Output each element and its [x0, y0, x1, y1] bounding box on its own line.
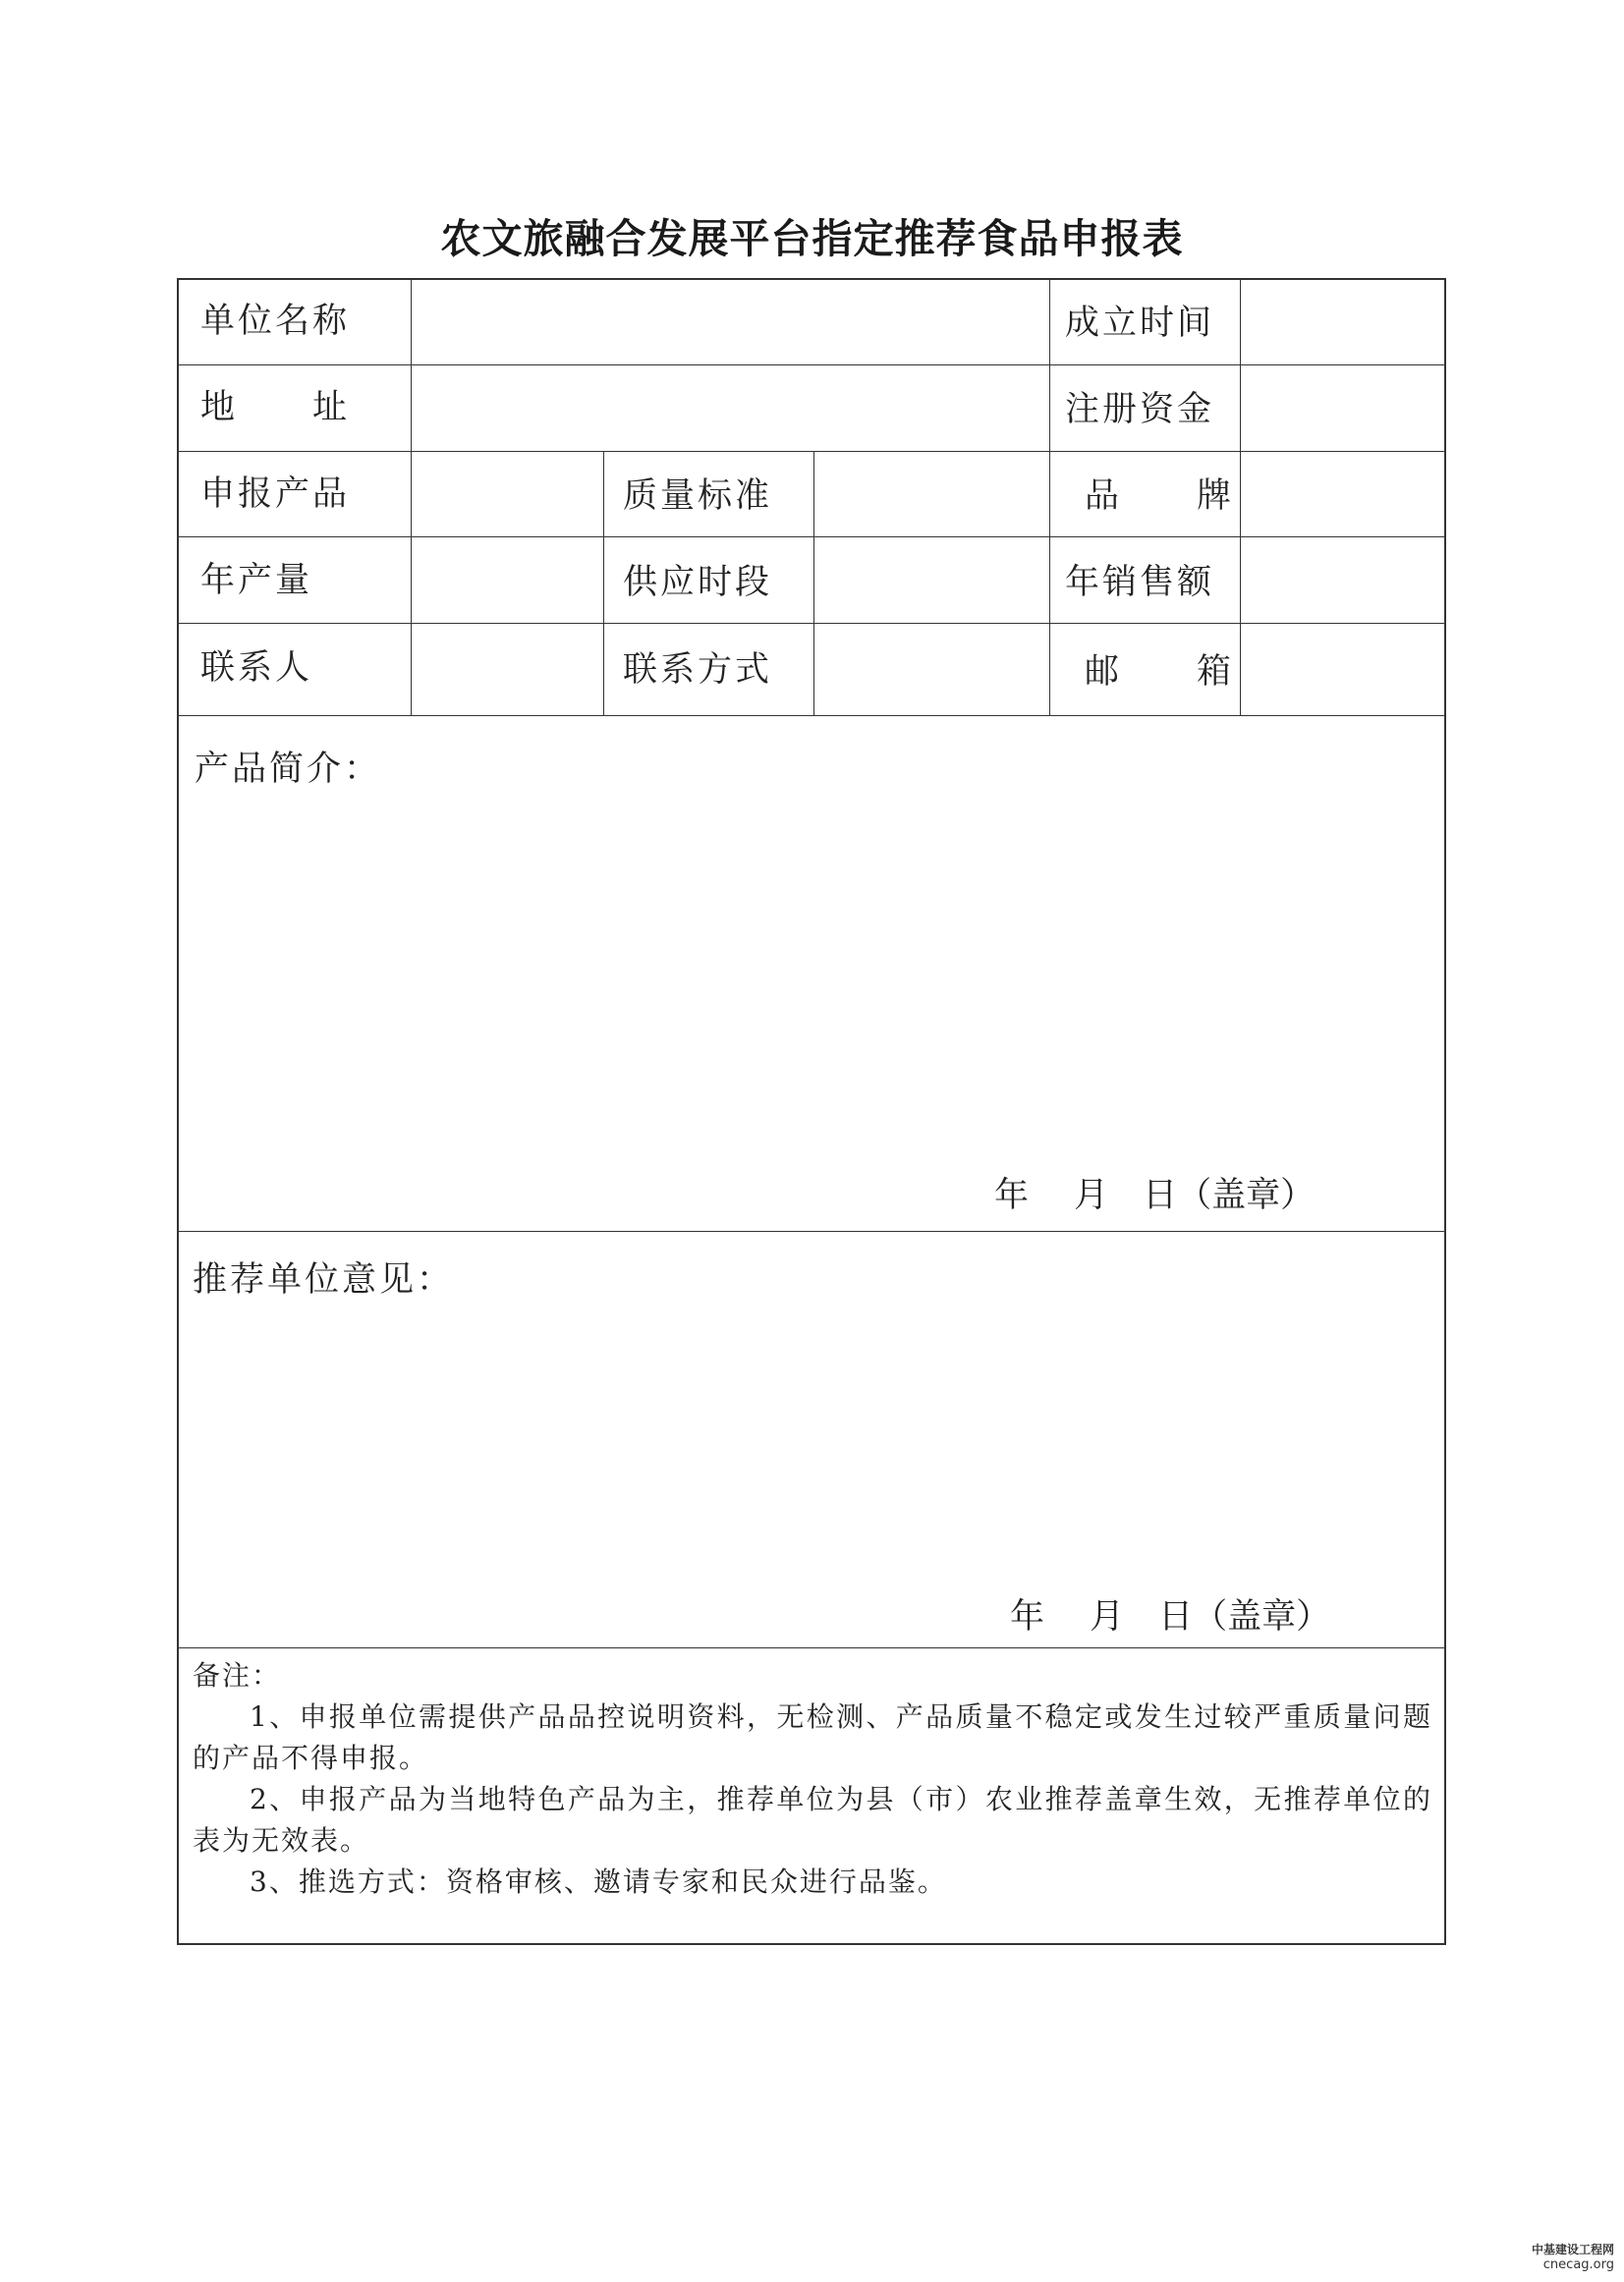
intro-date-stamp: 年 月 日（盖章）: [994, 1176, 1316, 1215]
row-divider: [179, 715, 1446, 716]
product-intro-label: 产品简介：: [195, 750, 382, 789]
label-supply-period: 供应时段: [623, 563, 773, 602]
input-address[interactable]: [415, 368, 1045, 449]
label-address: 地 址: [200, 388, 351, 427]
row-divider: [179, 364, 1446, 365]
form-title: 农文旅融合发展平台指定推荐食品申报表: [440, 215, 1184, 262]
watermark-cn: 中基建设工程网: [1531, 2243, 1614, 2256]
recommender-opinion-label: 推荐单位意见：: [193, 1260, 455, 1300]
input-contact-method[interactable]: [817, 627, 1045, 711]
note-item: 3、推选方式：资格审核、邀请专家和民众进行品鉴。: [250, 1865, 947, 1898]
notes-heading: 备注：: [193, 1659, 282, 1692]
application-form: [177, 278, 1446, 1945]
recommender-opinion-area[interactable]: [183, 1302, 1440, 1586]
section-divider: [179, 1231, 1446, 1232]
label-quality-standard: 质量标准: [623, 476, 773, 516]
label-annual-output: 年产量: [200, 561, 313, 600]
input-unit-name[interactable]: [415, 282, 1045, 362]
label-contact-person: 联系人: [200, 648, 313, 688]
row-divider: [179, 451, 1446, 452]
input-contact-person[interactable]: [415, 627, 599, 711]
input-brand[interactable]: [1244, 455, 1440, 533]
label-unit-name: 单位名称: [200, 302, 351, 341]
input-email[interactable]: [1244, 627, 1440, 711]
watermark-en: cnecag.org: [1542, 2257, 1614, 2272]
row-divider: [179, 623, 1446, 624]
col-divider: [1049, 280, 1050, 715]
label-registered-capital: 注册资金: [1065, 390, 1215, 429]
col-divider: [1240, 280, 1241, 715]
label-brand: 品 牌: [1085, 476, 1235, 516]
col-divider: [813, 451, 814, 715]
section-divider: [179, 1647, 1446, 1648]
input-registered-capital[interactable]: [1244, 368, 1440, 449]
input-declared-product[interactable]: [415, 455, 599, 533]
col-divider: [411, 280, 412, 715]
input-founded-time[interactable]: [1244, 282, 1440, 362]
product-intro-area[interactable]: [183, 791, 1440, 1164]
label-annual-sales: 年销售额: [1065, 563, 1215, 602]
note-item: 1、申报单位需提供产品品控说明资料，无检测、产品质量不稳定或发生过较严重质量问题的产品不得申报。: [193, 1700, 1432, 1774]
label-email: 邮 箱: [1085, 652, 1235, 692]
label-declared-product: 申报产品: [200, 474, 351, 514]
label-contact-method: 联系方式: [623, 650, 773, 690]
notes-section: [193, 1655, 1432, 1903]
opinion-date-stamp: 年 月 日（盖章）: [1010, 1597, 1331, 1637]
col-divider: [603, 451, 604, 715]
note-item: 2、申报产品为当地特色产品为主，推荐单位为县（市）农业推荐盖章生效，无推荐单位的表为无效表。: [193, 1783, 1432, 1857]
input-annual-output[interactable]: [415, 540, 599, 619]
input-annual-sales[interactable]: [1244, 540, 1440, 619]
row-divider: [179, 536, 1446, 537]
label-founded-time: 成立时间: [1065, 304, 1215, 343]
site-watermark: [1532, 2241, 1614, 2272]
input-supply-period[interactable]: [817, 540, 1045, 619]
input-quality-standard[interactable]: [817, 455, 1045, 533]
